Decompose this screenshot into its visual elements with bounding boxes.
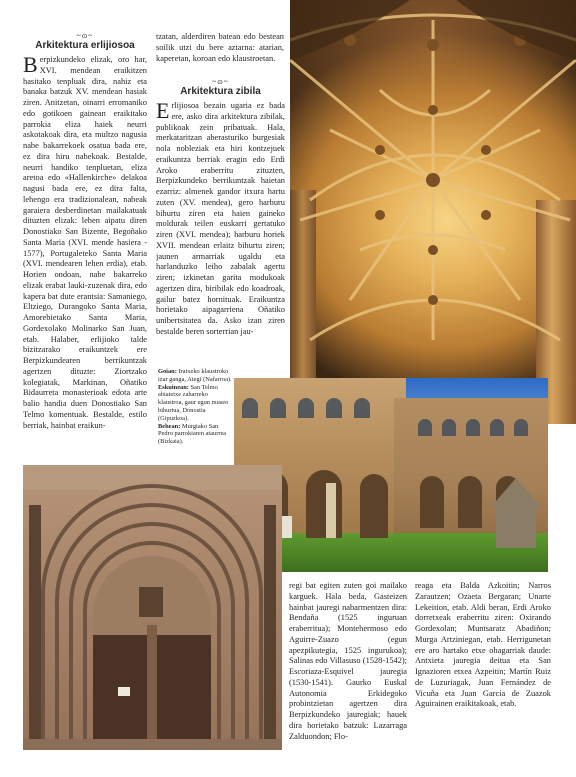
religious-continuation-column	[156, 32, 284, 76]
star-vault-ribs	[290, 0, 576, 424]
vault-photo	[290, 0, 576, 424]
civil-text: rlijiosoa bezain ugaria ez bada ere, asko dira arkitektura zibilak, publikoak zein pribatuak. Hala, merkataritzan aberasturiko burgesiak nola nobleziak eta hiri kontzejuek eraikuntza berriak eragin edo Erdi Aroko eraberritu zituzten, Berpizkundeko berrikuntzak haietan ezarriz: almenek gandor itxura hartu zuten (XV. mendea), gero harburu bihurtu ziren eta haien gaineko moldurak teilen euskarri gertatuko ziren (XVI. mendea); harburu horiek XVII. mendean erlaitz bihurtu ziren; jaunen armarriak ugaldu eta harlanduzko leiho zabalak agertu ziren; izkinetan garita modukoak agertzen dira, biribilak edo koadroak, gailur batez hornituak. Eraikuntza horietako aipagarriena Oñatiko unibertsitatea da. Asko izan ziren bestalde beren sorterrian jau-	[156, 101, 285, 336]
dropcap: B	[23, 52, 38, 77]
religious-section-header	[23, 32, 147, 52]
caption-right: Eskuinean: San Telmo abiatetxe zaharreko klaustroa, gaur egun museo bihurtua, Donostia (Gipuzkoa).	[158, 383, 229, 422]
ornament-icon: ~ɷ~	[212, 78, 229, 86]
section-title-religious: Arkitektura erlijiosoa	[35, 40, 135, 51]
photo-caption	[158, 368, 234, 480]
civil-section-header	[156, 78, 285, 98]
ornament-icon: ~ɷ~	[76, 32, 94, 40]
civil-column-3	[289, 581, 407, 761]
portal-photo	[23, 465, 282, 750]
church-portal	[23, 465, 282, 750]
caption-bottom: Behean: Murgiako San Pedro parrokiaren ataurrea (Bizkaia).	[158, 422, 227, 446]
civil-text-col4: reaga eta Balda Azkoitin; Narros Zarautzen; Ozaeta Bergaran; Unarte Lekeition, etab. Aldi beran, Erdi Aroko dorretxeak eraberritu ziren: Oxirando Gordexolan; Muntsaratz Abadiñon; Murga Artziniegan, etab. Herrigunetan ere aro hartako etxe ohagarriak daude: Antxieta jauregia deitua eta San Ignazioren etxea Azpeitin; Martín Ruiz de Luzuriagak, Juan Fernández de Vicuña eta Juan García de Zuazok Aguirainen eraikitakoak, etab.	[415, 581, 551, 709]
religious-continuation: tzatan, alderdiren batean edo bestean soilik utzi du bere aztarna: atarian, kaperetan, koroan edo klaustroetan.	[156, 32, 284, 63]
civil-text-col3: regi bat egiten zuten goi mailako karguek. Hala beda, Gasteizen hainbat jauregi nabarmentzen dira: Bendaña (1525 inguruan eraberritua); Montehermoso edo Aguirre-Zuazo (egun apezpikutegia, 1525 ingurukoa); Salinas edo Villasuso (1528-1542); Escoriaza-Esquivel jauregia (1530-1541). Gaurko Euskal Autonomia Erkidegoko probintzietan agertzen dira Berpizkundeko jauregiak; hauek dira horietako batzuk: Lazarraga Zalduondon; Flo-	[289, 581, 407, 741]
religious-text: erpizkundeko elizak, oro har, XVI. mendean eraikitzen hasitako tenpluak dira, nahiz eta banaka batzuk XV. mendean hasiak ziren. Anitzetan, oinarri erromaniko edo gotikoen gainean eraikitako parrokia eliza haiek neurri askotakoak dira, eta multzo nagusia nabe bakarrekoek osatua bada ere, ez dira hiru nabekoak. Bestalde, neurri handiko tenpluetan, eliza aretoa edo «Hallenkirche» delakoa nagusi bada ere, ez dira falta, lehengo era tradizionalean, nabeak garaiera desberdinetan mailakatuak dituzten elizak: lehen aipatu diren Donostiako San Bizente, Begoñako Santa Maria (XVI. mende hasiera - 1577), Portugaleteko Santa Maria (XVI. mendearen lehen erdia), etab. Horien ondoan, nabe bakarreko elizak erabat lauki-zuzenak dira, edo kapera bat dute erantsia: Samaniego, Eltziego, Durangoko Santa Maria, Amorebietako Santa Maria, Gordexolako Molinarko San Juan, etab. Halaber, erlijioko talde bizitzarako eraikuntzek ere Berpizkundearen berrikuntzak agertzen dituzte: Ziortzako kolegiatak, Markinan, Oñatiko Bidaurreta monasterioak edota arte balio handia duen Donostiako San Telmo komentuak. Bestalde, estilo berriak, hainbat eraikun-	[23, 55, 147, 430]
dropcap: E	[156, 98, 170, 123]
civil-column-4	[415, 581, 551, 761]
religious-architecture-column	[23, 32, 147, 464]
section-title-civil: Arkitektura zibila	[180, 86, 261, 97]
religious-paragraph	[23, 52, 147, 431]
civil-architecture-column	[156, 78, 285, 361]
caption-top: Goian: Iratxeko klaustroko izar ganga, Aiegi (Nafarroa).	[158, 368, 232, 383]
civil-paragraph	[156, 98, 285, 338]
